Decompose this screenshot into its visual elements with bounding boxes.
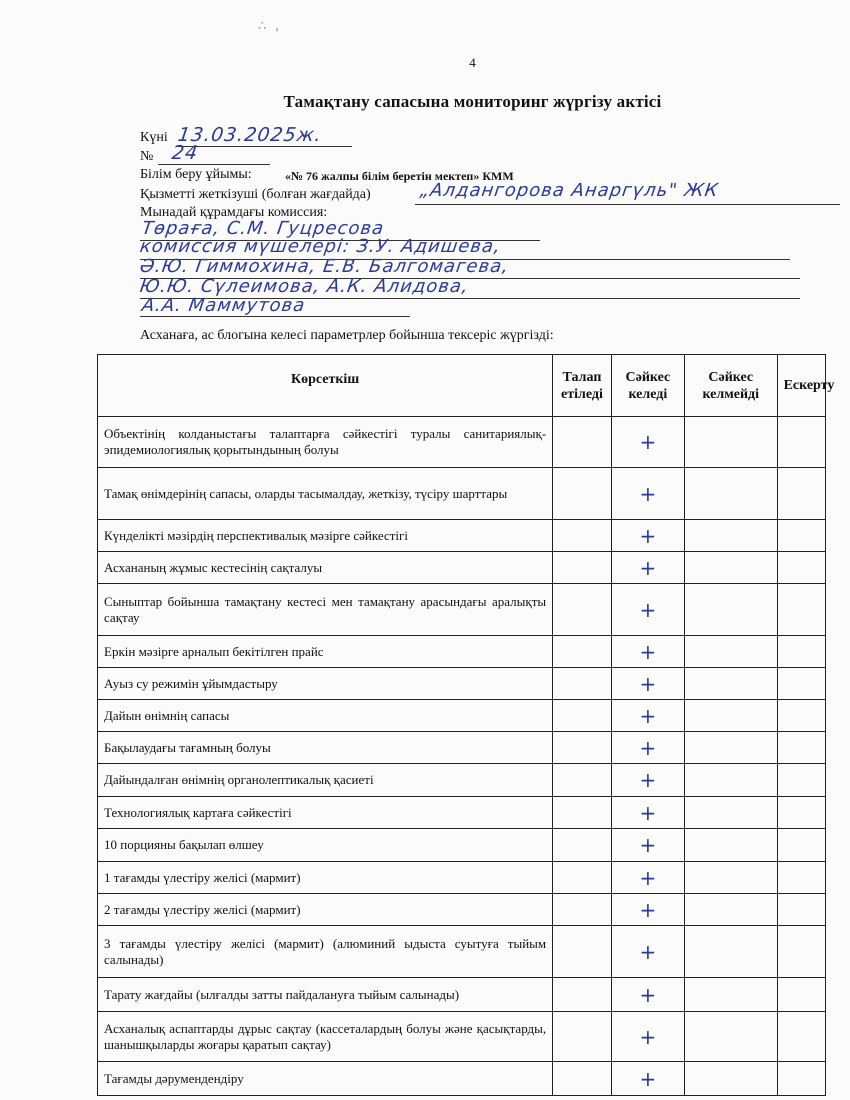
header-note: Ескерту xyxy=(777,355,825,417)
cell-note xyxy=(777,552,825,584)
table-row xyxy=(98,468,826,520)
monitoring-table xyxy=(97,354,835,1096)
cell-not-complies xyxy=(684,894,777,926)
cell-not-complies xyxy=(684,468,777,520)
cell-complies-mark: + xyxy=(611,584,684,636)
cell-required xyxy=(553,926,612,978)
table-row xyxy=(98,862,826,894)
commission-line-4: Ю.Ю. Сүлеимова, А.К. Алидова, xyxy=(138,276,471,297)
cell-required xyxy=(553,978,612,1012)
cell-not-complies xyxy=(684,520,777,552)
row-indicator: Объектінің колданыстағы талаптарға сәйкестігі туралы санитариялық-эпидемиологиялық қорытындының болуы xyxy=(98,417,553,468)
row-indicator: 2 тағамды үлестіру желісі (мармит) xyxy=(98,894,553,926)
table-row xyxy=(98,829,826,862)
commission-underline-5 xyxy=(140,316,410,317)
date-label: Күні xyxy=(140,130,168,145)
cell-complies-mark: + xyxy=(611,978,684,1012)
cell-complies-mark: + xyxy=(611,797,684,829)
table-header-row xyxy=(98,355,826,417)
cell-required xyxy=(553,520,612,552)
header-not-complies: Сәйкес келмейді xyxy=(684,355,777,417)
cell-required xyxy=(553,1062,612,1096)
cell-complies-mark: + xyxy=(611,636,684,668)
cell-required xyxy=(553,764,612,797)
commission-line-3: Ә.Ю. Гиммохина, Е.В. Балгомагева, xyxy=(138,256,511,277)
page-title: Тамақтану сапасына мониторинг жүргізу актісі xyxy=(283,92,662,111)
cell-required xyxy=(553,417,612,468)
cell-not-complies xyxy=(684,700,777,732)
table-row xyxy=(98,894,826,926)
cell-not-complies xyxy=(684,1012,777,1062)
cell-complies-mark: + xyxy=(611,700,684,732)
table-row xyxy=(98,764,826,797)
cell-required xyxy=(553,894,612,926)
cell-not-complies xyxy=(684,552,777,584)
cell-note xyxy=(777,1012,825,1062)
row-indicator: 10 порцияны бақылап өлшеу xyxy=(98,829,553,862)
row-indicator: Күнделікті мәзірдің перспективалық мәзірге сәйкестігі xyxy=(98,520,553,552)
cell-complies-mark: + xyxy=(611,668,684,700)
cell-not-complies xyxy=(684,764,777,797)
cell-complies-mark: + xyxy=(611,862,684,894)
row-indicator: Тамақ өнімдерінің сапасы, оларды тасымалдау, жеткізу, түсіру шарттары xyxy=(98,468,553,520)
row-indicator: Сыныптар бойынша тамақтану кестесі мен тамақтану арасындағы аралықты сақтау xyxy=(98,584,553,636)
cell-note xyxy=(777,926,825,978)
cell-complies-mark: + xyxy=(611,926,684,978)
table-row xyxy=(98,978,826,1012)
table-row xyxy=(98,520,826,552)
row-indicator: 1 тағамды үлестіру желісі (мармит) xyxy=(98,862,553,894)
org-label: Білім беру ұйымы: xyxy=(140,167,252,182)
cell-complies-mark: + xyxy=(611,552,684,584)
table-row xyxy=(98,1012,826,1062)
supplier-underline xyxy=(415,204,840,205)
cell-note xyxy=(777,584,825,636)
row-indicator: Тарату жағдайы (ылғалды затты пайдалануға тыйым салынады) xyxy=(98,978,553,1012)
cell-complies-mark: + xyxy=(611,1012,684,1062)
number-label: № xyxy=(140,149,154,164)
header-indicator: Көрсеткіш xyxy=(98,355,553,417)
cell-required xyxy=(553,700,612,732)
table-row xyxy=(98,668,826,700)
row-indicator: Тағамды дәрумендендіру xyxy=(98,1062,553,1096)
cell-note xyxy=(777,417,825,468)
cell-not-complies xyxy=(684,797,777,829)
header-complies: Сәйкес келеді xyxy=(611,355,684,417)
org-value: «№ 76 жалпы білім беретін мектеп» КММ xyxy=(285,169,514,183)
row-indicator: 3 тағамды үлестіру желісі (мармит) (алюминий ыдыста суытуға тыйым салынады) xyxy=(98,926,553,978)
cell-complies-mark: + xyxy=(611,1062,684,1096)
commission-line-1: Төраға, С.М. Гуцресова xyxy=(140,218,386,239)
cell-note xyxy=(777,894,825,926)
cell-note xyxy=(777,829,825,862)
cell-required xyxy=(553,1012,612,1062)
cell-note xyxy=(777,468,825,520)
row-indicator: Асханалық аспаптарды дұрыс сақтау (кассеталардың болуы және қасықтарды, шанышқыларды жоғары қаратып сақтау) xyxy=(98,1012,553,1062)
cell-complies-mark: + xyxy=(611,732,684,764)
cell-required xyxy=(553,668,612,700)
number-underline xyxy=(158,164,270,165)
cell-note xyxy=(777,978,825,1012)
commission-label: Мынадай құрамдағы комиссия: xyxy=(140,205,328,220)
cell-required xyxy=(553,584,612,636)
cell-complies-mark: + xyxy=(611,894,684,926)
row-indicator: Ауыз су режимін ұйымдастыру xyxy=(98,668,553,700)
cell-not-complies xyxy=(684,926,777,978)
cell-note xyxy=(777,862,825,894)
table-row xyxy=(98,926,826,978)
row-indicator: Дайындалған өнімнің органолептикалық қасиеті xyxy=(98,764,553,797)
table-row xyxy=(98,636,826,668)
cell-not-complies xyxy=(684,829,777,862)
cell-complies-mark: + xyxy=(611,468,684,520)
table-row xyxy=(98,797,826,829)
commission-line-2: комиссия мүшелері: З.У. Адишева, xyxy=(138,236,503,257)
table-row xyxy=(98,552,826,584)
row-indicator: Еркін мәзірге арналып бекітілген прайс xyxy=(98,636,553,668)
cell-note xyxy=(777,668,825,700)
cell-required xyxy=(553,732,612,764)
cell-required xyxy=(553,829,612,862)
cell-not-complies xyxy=(684,636,777,668)
table-row xyxy=(98,732,826,764)
cell-complies-mark: + xyxy=(611,417,684,468)
table-row xyxy=(98,1062,826,1096)
cell-not-complies xyxy=(684,978,777,1012)
date-value: 13.03.2025ж. xyxy=(176,124,324,146)
page-number: 4 xyxy=(469,55,476,70)
row-indicator: Дайын өнімнің сапасы xyxy=(98,700,553,732)
date-underline xyxy=(176,146,352,147)
cell-note xyxy=(777,797,825,829)
scan-mark: ∴ , xyxy=(258,18,282,33)
cell-note xyxy=(777,764,825,797)
cell-complies-mark: + xyxy=(611,764,684,797)
table-row xyxy=(98,417,826,468)
table-row xyxy=(98,584,826,636)
supplier-label: Қызметті жеткізуші (болған жағдайда) xyxy=(140,187,371,202)
supplier-value: „Алдангорова Анаргүль" ЖК xyxy=(418,180,721,201)
cell-not-complies xyxy=(684,732,777,764)
header-required: Талап етіледі xyxy=(553,355,612,417)
row-indicator: Бақылаудағы тағамның болуы xyxy=(98,732,553,764)
cell-note xyxy=(777,1062,825,1096)
cell-not-complies xyxy=(684,417,777,468)
cell-required xyxy=(553,552,612,584)
cell-not-complies xyxy=(684,668,777,700)
cell-note xyxy=(777,520,825,552)
intro-text: Асханаға, ас блогына келесі параметрлер бойынша тексеріс жүргізді: xyxy=(140,328,554,343)
table-row xyxy=(98,700,826,732)
cell-note xyxy=(777,732,825,764)
cell-required xyxy=(553,636,612,668)
commission-line-5: А.А. Маммутова xyxy=(140,295,307,316)
row-indicator: Асхананың жұмыс кестесінің сақталуы xyxy=(98,552,553,584)
cell-required xyxy=(553,797,612,829)
cell-required xyxy=(553,468,612,520)
row-indicator: Технологиялық картаға сәйкестігі xyxy=(98,797,553,829)
cell-not-complies xyxy=(684,584,777,636)
cell-complies-mark: + xyxy=(611,829,684,862)
cell-note xyxy=(777,636,825,668)
cell-not-complies xyxy=(684,862,777,894)
cell-required xyxy=(553,862,612,894)
cell-complies-mark: + xyxy=(611,520,684,552)
cell-note xyxy=(777,700,825,732)
number-value: 24 xyxy=(170,142,200,164)
cell-not-complies xyxy=(684,1062,777,1096)
